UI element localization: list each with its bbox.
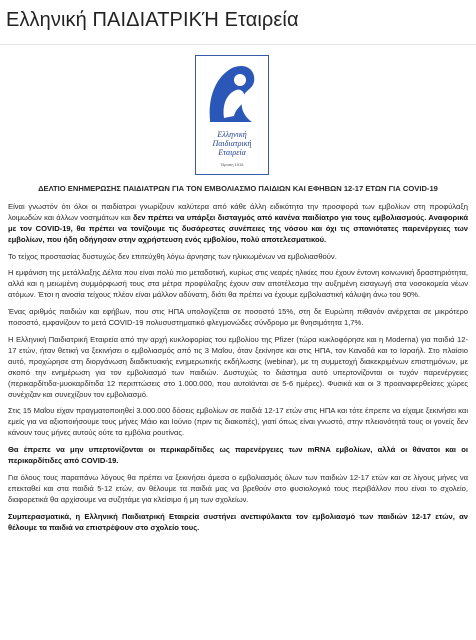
paragraph-7-bold: Θα έπρεπε να μην υπερτονίζονται οι περικαρδίτιδες ως παρενέργειες των mRNA εμβολίων, αλλά οι θάνατοι και οι περικαρδίτιδες από COVID-19. <box>8 445 468 466</box>
paragraph-5: Η Ελληνική Παιδιατρική Εταιρεία από την αρχή κυκλοφορίας του εμβολίου της Pfizer (τώρα κυκλοφόρησε και η Moderna) για παιδιά 12-17 ετών, ήταν θετική να ξεκινήσει ο εμβολιασμός από τις 3 Μαΐου, όταν ξεκίνησε και στις ΗΠΑ, τον Καναδά και το Ισραήλ. Στο πλαίσιο αυτό, προχώρησε στη διοργάνωση διαδικτυακής ενημερωτικής εκδήλωσης (webinar), με τη συμμετοχή διακεκριμένων επιστημόνων, με σκοπό την ενημέρωση για τον εμβολιασμό των παιδιών. Δυστυχώς το διάστημα αυτό υπερτονίζονται οι τυχόν παρενέργειες (περικαρδίτιδα-μυοκαρδίτιδα 12 περιπτώσεις στο 1.000.000, που αυτοϊάνται σε 5-6 ημέρες). Φυσικά και οι 3 προαναφερθείσες χώρες συνέχιζαν και συνεχίζουν τον εμβολιασμό. <box>8 334 468 399</box>
paragraph-6: Στις 15 Μαΐου είχαν πραγματοποιηθεί 3.000.000 δόσεις εμβολίων σε παιδιά 12-17 ετών στις ΗΠΑ και τότε έπρεπε να είχαμε ξεκινήσει και εμείς για να αξιοποιήσουμε τους μήνες Μάιο και Ιούνιο (πριν τις διακοπές), γιατί όπως είναι γνωστό, στην πλειονότητά τους οι γονείς δεν κάνουν τους μήνες αυτούς ούτε τα εμβόλια ρουτίνας. <box>8 406 468 438</box>
logo-line-3: Εταιρεία <box>218 148 246 157</box>
logo-line-2: Παιδιατρική <box>212 139 252 148</box>
paragraph-7 <box>8 445 468 467</box>
paragraph-8: Για όλους τους παραπάνω λόγους θα πρέπει να ξεκινήσει άμεσα ο εμβολιασμός όλων των παιδιών 12-17 ετών και σε λίγους μήνες να επεκταθεί και στα παιδιά 5-12 ετών, αν θέλουμε τα παιδιά μας να βρεθούν στο φυσιολογικό τους περιβάλλον που είναι το σχολείο, διαφορετικά θα αρχίσουμε να συζητάμε για κλείσιμο ή μη των σχολείων. <box>8 472 468 504</box>
announcement-body <box>8 184 468 539</box>
logo-founding-year: Ίδρυση 1916 <box>220 162 244 167</box>
society-logo <box>195 55 269 175</box>
mother-child-emblem-icon <box>202 60 262 126</box>
paragraph-4: Ένας αριθμός παιδιών και εφήβων, που στις ΗΠΑ υπολογίζεται σε ποσοστό 15%, στη δε Ευρώπη πιθανόν ανέρχεται σε μικρότερο ποσοστό, εμφανίζουν το μετά COVID-19 πολυσυστηματικό φλεγμονώδες σύνδρομο με θνησιμότητα 1,7%. <box>8 307 468 328</box>
header-bar <box>0 0 476 45</box>
paragraph-1 <box>8 202 468 246</box>
document-heading: ΔΕΛΤΙΟ ΕΝΗΜΕΡΩΣΗΣ ΠΑΙΔΙΑΤΡΩΝ ΓΙΑ ΤΟΝ ΕΜΒΟΛΙΑΣΜΟ ΠΑΙΔΙΩΝ ΚΑΙ ΕΦΗΒΩΝ 12-17 ΕΤΩΝ ΓΙΑ COVID-19 <box>38 184 438 193</box>
paragraph-9-bold: Συμπερασματικά, η Ελληνική Παιδιατρική Εταιρεία συστήνει ανεπιφύλακτα τον εμβολιασμό των παιδιών 12-17 ετών, αν θέλουμε τα παιδιά να επιστρέψουν στο σχολείο τους. <box>8 511 468 532</box>
paragraph-3: Η εμφάνιση της μετάλλαξης Δέλτα που είναι πολύ πιο μεταδοτική, κυρίως στις νεαρές ηλικίες που έχουν έντονη κοινωνική δραστηριότητα, αλλά και η μειωμένη συμμόρφωσή τους στα μέτρα προφύλαξης έχουν σαν αποτέλεσμα την αυξημένη εισαγωγή στα νοσοκομεία νέων ατόμων. Έτσι η ανοσία τείχους πλέον είναι μάλλον αδύνατη, διότι θα πρέπει να έχουμε εμβολιαστική κάλυψη άνω του 90%. <box>8 268 468 300</box>
page-title: Ελληνική ΠΑΙΔΙΑΤΡΙΚΉ Εταιρεία <box>6 9 299 31</box>
paragraph-1-text: Είναι γνωστόν ότι όλοι οι παιδίατροι γνωρίζουν καλύτερα από κάθε άλλη ειδικότητα την προσφορά των εμβολίων στη προφύλαξη λοιμωδών και άλλων νοσημάτων και <box>8 201 468 222</box>
paragraph-1-bold: δεν πρέπει να υπάρξει δισταγμός από κανένα παιδίατρο για τους εμβολιασμούς. Αναφορικά με τον COVID-19, θα πρέπει να τονίζουμε τις δυσάρεστες συνέπειες της νόσου και όχι τις σπανιότατες παρενέργειες των εμβολίων, που ήδη οδήγησαν στην αχρήστευση ενός εμβολίου, πολύ αποτελεσματικού. <box>8 212 468 244</box>
paragraph-2: Το τείχος προστασίας δυστυχώς δεν επιτεύχθη λόγω άρνησης των ηλικιωμένων να εμβολιασθούν. <box>8 251 337 261</box>
logo-line-1: Ελληνική <box>217 130 247 139</box>
paragraph-9 <box>8 512 468 534</box>
